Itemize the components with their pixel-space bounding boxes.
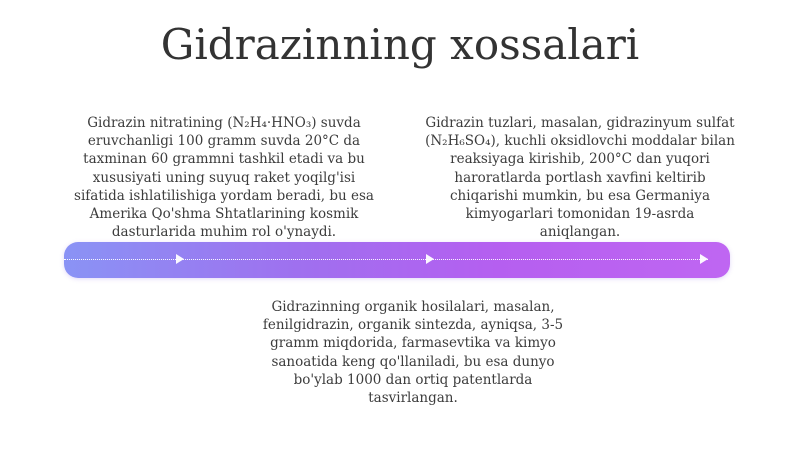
right-arrow-icon [700,254,708,264]
right-arrow-icon [426,254,434,264]
text-block-bottom: Gidrazinning organik hosilalari, masalan, fenilgidrazin, organik sintezda, ayniqsa, 3-5 gramm miqdorida, farmasevtika va kimyo sanoatida keng qo'llaniladi, bu esa dunyo bo'ylab 1000 dan ortiq patentlarda tasvirlangan. [262,299,564,407]
timeline-bar [64,242,730,278]
slide-title: Gidrazinning xossalari [160,20,640,69]
text-block-top-right: Gidrazin tuzlari, masalan, gidrazinyum sulfat (N₂H₆SO₄), kuchli oksidlovchi moddalar bilan reaksiyaga kirishib, 200°C dan yuqori haroratlarda portlash xavfini keltirib chiqarishi mumkin, bu esa Germaniya kimyogarlari tomonidan 19-asrda aniqlangan. [425,115,735,241]
timeline-dotted-line [64,259,708,260]
right-arrow-icon [176,254,184,264]
text-block-top-left: Gidrazin nitratining (N₂H₄·HNO₃) suvda eruvchanligi 100 gramm suvda 20°C da taxminan 60 grammni tashkil etadi va bu xususiyati uning suyuq raket yoqilg'isi sifatida ishlatilishiga yordam beradi, bu esa Amerika Qo'shma Shtatlarining kosmik dasturlarida muhim rol o'ynaydi. [74,115,374,241]
